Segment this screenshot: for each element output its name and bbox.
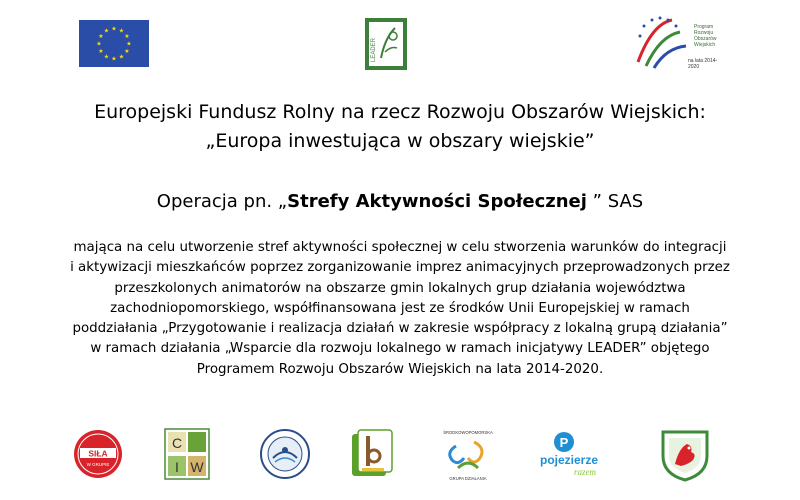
description-line: zachodniopomorskiego, współfinansowana jest ze środków Unii Europejskiej w ramach — [110, 300, 690, 316]
heading-line-2: „Europa inwestująca w obszary wiejskie” — [205, 130, 595, 152]
description-line: w ramach działania „Wsparcie dla rozwoju lokalnego w ramach inicjatywy LEADER” objętego — [90, 341, 710, 357]
top-logo-bar — [0, 14, 800, 74]
sila-text: SIŁA — [88, 448, 108, 459]
prow-text — [694, 24, 717, 48]
pojezierze-sub: razem — [574, 467, 596, 477]
leader-logo-icon — [365, 18, 407, 70]
description-line: mająca na celu utworzenie stref aktywności społecznej w celu stworzenia warunków do integracji — [73, 240, 727, 255]
bottom-logo-bar — [0, 428, 800, 488]
eu-star-icon: ★ — [118, 27, 125, 35]
prow-line: Program — [694, 24, 714, 30]
prow-years: na lata 2014-2020 — [688, 58, 718, 70]
pojezierze-logo-icon — [536, 428, 610, 484]
svg-text:P: P — [559, 435, 569, 450]
description-line: i aktywizacji mieszkańców poprzez zorganizowanie imprez animacyjnych przeprowadzonych przez — [70, 260, 730, 276]
srodkowopomorska-text: ŚRODKOWOPOMORSKA — [443, 430, 493, 435]
eu-star-icon: ★ — [126, 40, 132, 48]
ciw-logo-icon — [164, 428, 210, 484]
eu-star-icon: ★ — [111, 25, 117, 33]
eu-star-icon: ★ — [124, 33, 130, 40]
prow-logo-icon — [632, 14, 727, 72]
eu-star-icon: ★ — [98, 33, 104, 40]
sila-logo-icon — [72, 428, 124, 484]
eu-star-icon: ★ — [103, 53, 110, 61]
description-line: przeszkolonych animatorów na obszarze gmin lokalnych grup działania województwa — [114, 280, 686, 296]
eu-star-icon: ★ — [98, 48, 104, 55]
sila-sub: W GRUPIE — [86, 462, 110, 467]
operation-suffix: ” SAS — [586, 191, 644, 212]
fund-heading — [0, 98, 800, 156]
operation-name: Strefy Aktywności Społecznej — [287, 191, 587, 212]
heading-line-1: Europejski Fundusz Rolny na rzecz Rozwoju Obszarów Wiejskich: — [94, 101, 706, 123]
lgd-seal-icon — [259, 428, 311, 484]
prow-line: Obszarów — [694, 36, 717, 42]
ciw-letter: W — [190, 459, 204, 475]
ciw-letter: I — [175, 459, 179, 475]
eu-star-icon: ★ — [111, 55, 117, 63]
operation-description — [20, 238, 780, 380]
leader-text: LEADER — [371, 37, 377, 62]
description-line: Programem Rozwoju Obszarów Wiejskich na lata 2014-2020. — [196, 361, 604, 377]
operation-prefix: Operacja pn. „ — [156, 191, 288, 212]
srodkowopomorska-logo-icon — [438, 428, 498, 490]
green-book-logo-icon — [350, 428, 396, 484]
ciw-letter: C — [171, 435, 183, 451]
eu-star-icon: ★ — [118, 53, 125, 61]
pojezierze-text: pojezierze — [540, 453, 599, 467]
description-line: poddziałania „Przygotowanie i realizacja działań w zakresie współpracy z lokalną grupą działania” — [72, 321, 728, 337]
eu-flag-icon — [79, 20, 149, 67]
eu-star-icon: ★ — [124, 48, 130, 55]
prow-line: Wiejskich — [694, 42, 716, 48]
operation-title — [0, 189, 800, 215]
griffin-shield-logo-icon — [659, 428, 711, 486]
eu-star-icon: ★ — [103, 27, 110, 35]
eu-star-icon: ★ — [96, 40, 102, 48]
prow-line: Rozwoju — [694, 30, 714, 36]
srodkowopomorska-sub: GRUPA DZIAŁANIA — [449, 476, 487, 481]
